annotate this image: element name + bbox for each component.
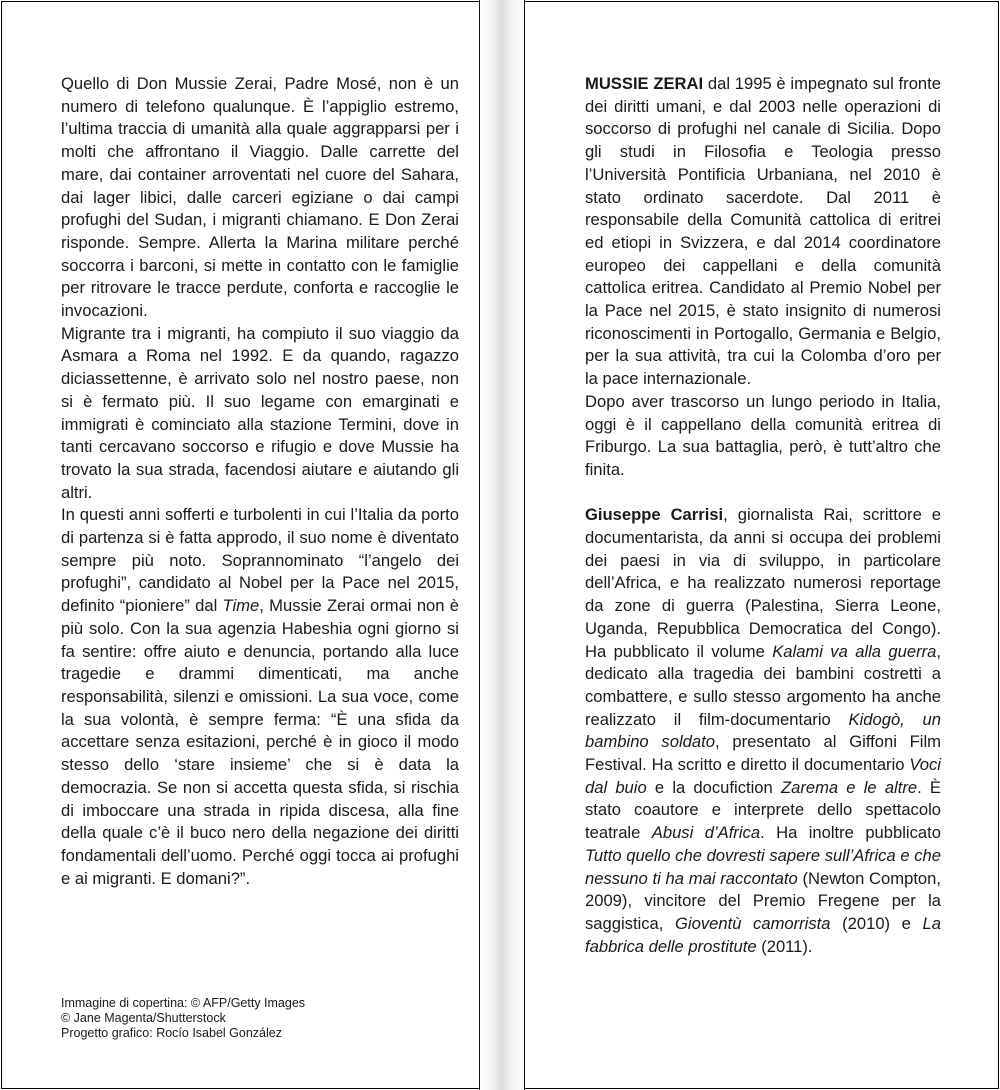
paragraph-gap (585, 482, 941, 505)
zerai-bio: MUSSIE ZERAI dal 1995 è impegnato sul fronte dei diritti umani, e dal 2003 nelle operazioni di soccorso di profughi nel canale di Sicilia. Dopo gli studi in Filosofia e Teologia presso l’Università Pontificia Urbaniana, nel 2010 è stato ordinato sacerdote. Dal 2011 è responsabile della Comunità cattolica di eritrei ed etiopi in Svizzera, e dal 2014 coordinatore europeo dei cappellani e della comunità cattolica eritrea. Candidato al Premio Nobel per la Pace nel 2015, è stato insignito di numerosi riconoscimenti in Portogallo, Germania e Belgio, per la sua attività, tra cui la Colomba d’oro per la pace internazionale. (585, 74, 941, 389)
zerai-name: MUSSIE ZERAI (585, 74, 704, 93)
migrant-paragraph: Migrante tra i migranti, ha compiuto il suo viaggio da Asmara a Roma nel 1992. E da quando, ragazzo diciassettenne, è arrivato solo nel nostro paese, non si è fermato più. Il suo legame con emarginati e immigrati è cominciato alla stazione Termini, dove in tanti cercavano soccorso e rifugio e dove Mussie ha trovato la sua strada, facendosi aiutare e aiutando gli altri. (61, 323, 459, 502)
right-page-text (585, 73, 941, 958)
design-credit: Progetto grafico: Rocío Isabel González (61, 1026, 282, 1041)
play-title-abusi: Abusi d’Africa (651, 823, 761, 843)
time-magazine-title: Time (222, 596, 260, 616)
book-title-fabbrica: La fabbrica delle prostitute (585, 914, 941, 956)
zerai-bio-continued: Dopo aver trascorso un lungo periodo in Italia, oggi è il cappellano della comunità eritrea di Friburgo. La sua battaglia, però, è tutt’altro che finita. (585, 391, 941, 479)
film-title-kidogo: Kidogò, un bambino soldato (585, 709, 941, 752)
carrisi-bio: Giuseppe Carrisi, giornalista Rai, scrittore e documentarista, da anni si occupa dei problemi dei paesi in via di sviluppo, in particolare dell’Africa, e ha realizzato numerosi reportage da zone di guerra (Palestina, Sierra Leone, Uganda, Repubblica Democratica del Congo). Ha pubblicato il volume Kalami va alla guerra, dedicato alla tragedia dei bambini costretti a combattere, e sullo stesso argomento ha anche realizzato il film-documentario Kidogò, un bambino soldato, presentato al Giffoni Film Festival. Ha scritto e diretto il documentario Voci dal buio e la docufiction Zarema e le altre. È stato coautore e interprete dello spettacolo teatrale Abusi d’Africa. Ha inoltre pubblicato Tutto quello che dovresti sapere sull’Africa e che nessuno ti ha mai raccontato (Newton Compton, 2009), vincitore del Premio Fregene per la saggistica, Gioventù camorrista (2010) e La fabbrica delle prostitute (2011). (585, 505, 942, 956)
docufiction-title-zarema: Zarema e le altre (780, 777, 918, 797)
doc-title-voci: Voci dal buio (585, 755, 941, 797)
book-title-gioventu: Gioventù camorrista (675, 914, 831, 933)
book-title-tutto: Tutto quello che dovresti sapere sull’Africa e che nessuno ti ha mai raccontato (585, 845, 941, 888)
carrisi-name: Giuseppe Carrisi (585, 505, 724, 525)
cover-credit: Immagine di copertina: © AFP/Getty Images (61, 996, 306, 1010)
photo-credit: © Jane Magenta/Shutterstock (61, 1011, 226, 1026)
recent-years-paragraph: In questi anni sofferti e turbolenti in cui l’Italia da porto di partenza si è fatta approdo, il suo nome è diventato sempre più noto. Soprannominato “l’angelo dei profughi”, candidato al Nobel per la Pace nel 2015, definito “pioniere” dal Time, Mussie Zerai ormai non è più solo. Con la sua agenzia Habeshia ogni giorno si fa sentire: offre aiuto e denuncia, portando alla luce tragedie e drammi dimenticati, ma anche responsabilità, silenzi e omissioni. La sua voce, come la sua volontà, è sempre ferma: “È una sfida da accettare senza esitazioni, perché è in gioco il modo stesso dello ‘stare insieme’ che si è data la democrazia. Se non si accetta questa sfida, si rischia di imboccare una strada in ripida discesa, alla fine della quale c’è il buco nero della negazione dei diritti fondamentali dell’uomo. Perché oggi tocca ai profughi e ai migranti. E domani?”. (61, 505, 459, 888)
book-title-kalami: Kalami va alla guerra (772, 641, 937, 661)
image-credits (61, 996, 461, 1042)
left-page-text (61, 73, 459, 890)
intro-paragraph: Quello di Don Mussie Zerai, Padre Mosé, non è un numero di telefono qualunque. È l’appiglio estremo, l’ultima traccia di umanità alla quale aggrapparsi per i molti che affrontano il Viaggio. Dalle carrette del mare, dai container arroventati nel cuore del Sahara, dai lager libici, dalle carceri egiziane o dai campi profughi del Sudan, i migranti chiamano. E Don Zerai risponde. Sempre. Allerta la Marina militare perché soccorra i barconi, si mette in contatto con le famiglie per ritrovare le tracce perdute, conforta e raccoglie le invocazioni. (61, 74, 459, 321)
book-spine-gutter (479, 0, 525, 1090)
